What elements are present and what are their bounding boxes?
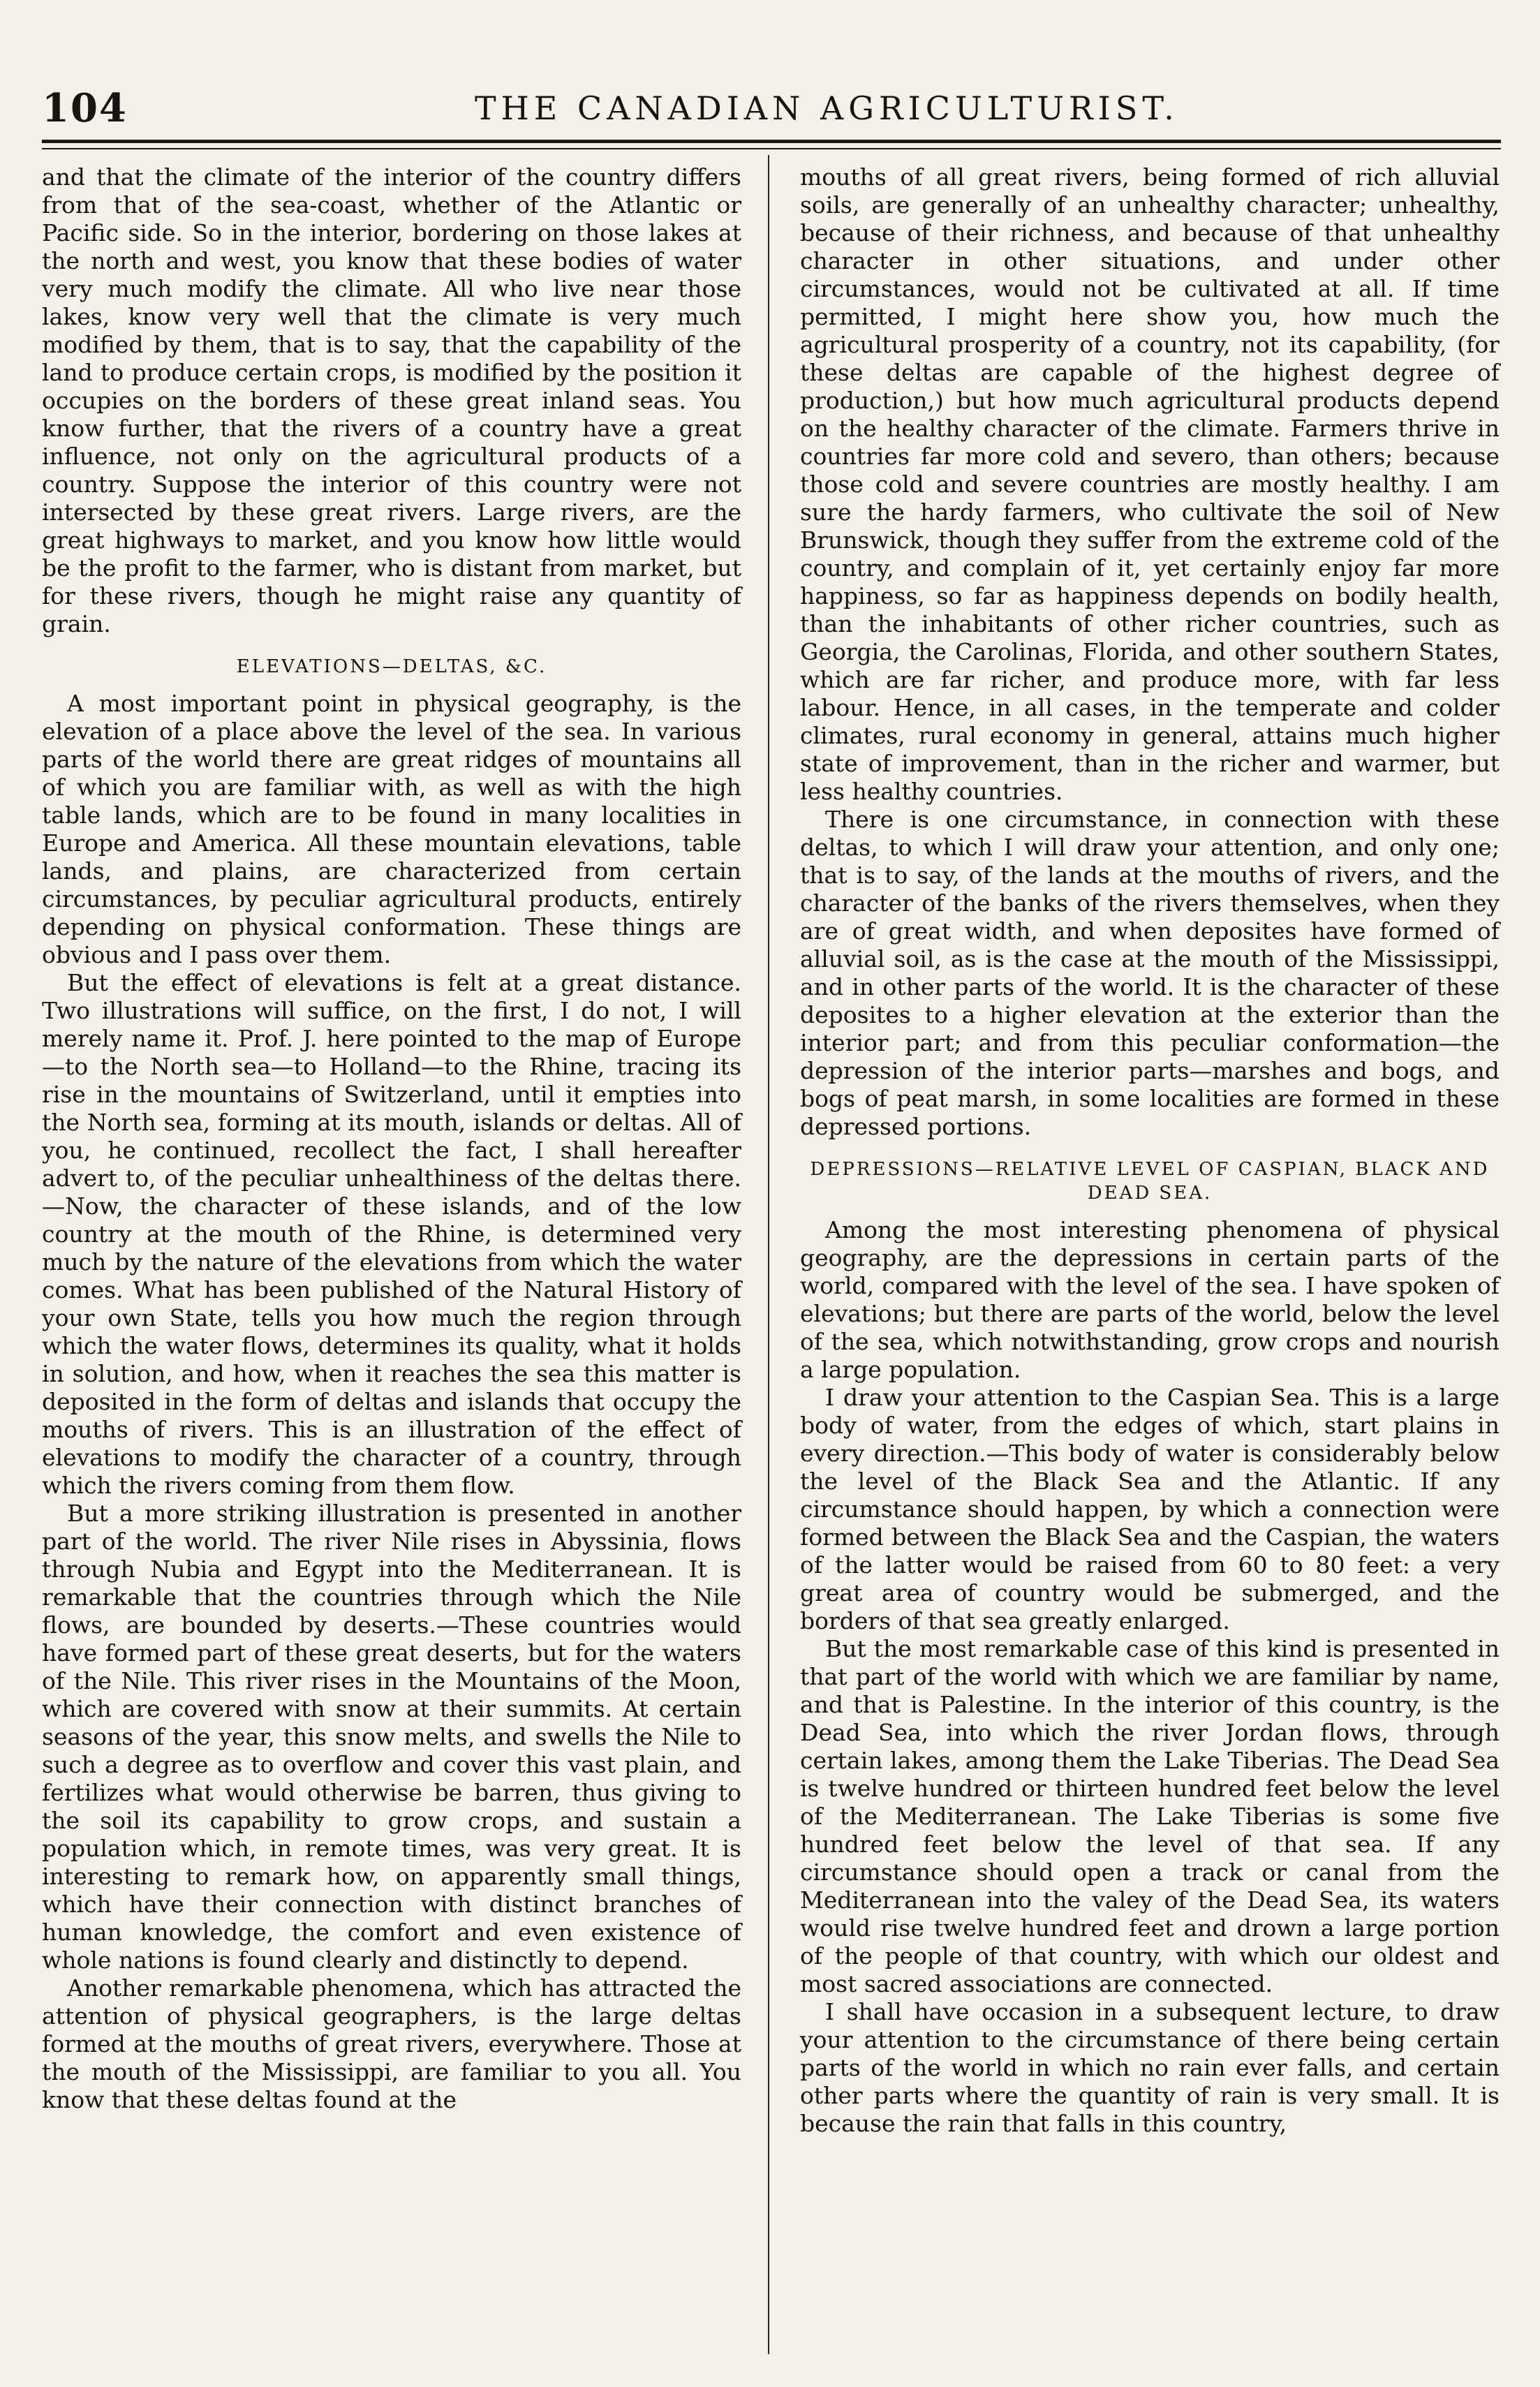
paragraph: But the effect of elevations is felt at a great distance. Two illustrations will suffice, on the first, I do not, I will merely name it. Prof. J. here pointed to the map of Europe—to the North sea—to Holland—to the Rhine, tracing its rise in the mountains of Switzerland, until it empties into the North sea, forming at its mouth, islands or deltas. All of you, he continued, recollect the fact, I shall hereafter advert to, of the peculiar unhealthiness of the deltas there.—Now, the character of these islands, and of the low country at the mouth of the Rhine, is determined very much by the nature of the elevations from which the water comes. What has been published of the Natural History of your own State, tells you how much the region through which the water flows, determines its quality, what it holds in solution, and how, when it reaches the sea this matter is deposited in the form of deltas and islands that occupy the mouths of rivers. This is an illustration of the effect of elevations to modify the character of a country, through which the rivers coming from them flow. bbox=[42, 969, 741, 1499]
right-column bbox=[800, 163, 1500, 2138]
paragraph: Among the most interesting phenomena of physical geography, are the depressions in certain parts of the world, compared with the level of the sea. I have spoken of elevations; but there are parts of the world, below the level of the sea, which notwithstanding, grow crops and nourish a large population. bbox=[800, 1216, 1500, 1383]
column-divider bbox=[768, 155, 769, 2354]
paragraph: and that the climate of the interior of the country differs from that of the sea-coast, whether of the Atlantic or Pacific side. So in the interior, bordering on those lakes at the north and west, you know that these bodies of water very much modify the climate. All who live near those lakes, know very well that the climate is very much modified by them, that is to say, that the capability of the land to produce certain crops, is modified by the position it occupies on the borders of these great inland seas. You know further, that the rivers of a country have a great influence, not only on the agricultural products of a country. Suppose the interior of this country were not intersected by these great rivers. Large rivers, are the great highways to market, and you know how little would be the profit to the farmer, who is distant from market, but for these rivers, though he might raise any quantity of grain. bbox=[42, 163, 741, 637]
page-header bbox=[42, 85, 1501, 134]
page-number: 104 bbox=[42, 85, 128, 131]
paragraph: I shall have occasion in a subsequent lecture, to draw your attention to the circumstance of there being certain parts of the world in which no rain ever falls, and certain other parts where the quantity of rain is very small. It is because the rain that falls in this country, bbox=[800, 1998, 1500, 2137]
paragraph: Another remarkable phenomena, which has attracted the attention of physical geographers, is the large deltas formed at the mouths of great rivers, everywhere. Those at the mouth of the Mississippi, are familiar to you all. You know that these deltas found at the bbox=[42, 1974, 741, 2113]
paragraph: I draw your attention to the Caspian Sea. This is a large body of water, from the edges of which, start plains in every direction.—This body of water is considerably below the level of the Black Sea and the Atlantic. If any circumstance should happen, by which a connection were formed between the Black Sea and the Caspian, the waters of the latter would be raised from 60 to 80 feet: a very great area of country would be submerged, and the borders of that sea greatly enlarged. bbox=[800, 1384, 1500, 1634]
running-title: THE CANADIAN AGRICULTURIST. bbox=[475, 89, 1179, 127]
paragraph: There is one circumstance, in connection with these deltas, to which I will draw your attention, and only one; that is to say, of the lands at the mouths of rivers, and the character of the banks of the rivers themselves, when they are of great width, and when deposites have formed of alluvial soil, as is the case at the mouth of the Mississippi, and in other parts of the world. It is the character of these deposites to a higher elevation at the exterior than the interior part; and from this peculiar conformation—the depression of the interior parts—marshes and bogs, and bogs of peat marsh, in some localities are formed in these depressed portions. bbox=[800, 806, 1500, 1140]
left-column bbox=[42, 163, 741, 2114]
paragraph: mouths of all great rivers, being formed of rich alluvial soils, are generally of an unhealthy character; unhealthy, because of their richness, and because of that unhealthy character in other situations, and under other circumstances, would not be cultivated at all. If time permitted, I might here show you, how much the agricultural prosperity of a country, not its capability, (for these deltas are capable of the highest degree of production,) but how much agricultural products depend on the healthy character of the climate. Farmers thrive in countries far more cold and severo, than others; because those cold and severe countries are mostly healthy. I am sure the hardy farmers, who cultivate the soil of New Brunswick, though they suffer from the extreme cold of the country, and complain of it, yet certainly enjoy far more happiness, so far as happiness depends on bodily health, than the inhabitants of other richer countries, such as Georgia, the Carolinas, Florida, and other southern States, which are far richer, and produce more, with far less labour. Hence, in all cases, in the temperate and colder climates, rural economy in general, attains much higher state of improvement, than in the richer and warmer, but less healthy countries. bbox=[800, 163, 1500, 805]
header-rule bbox=[42, 140, 1501, 143]
paragraph: A most important point in physical geography, is the elevation of a place above the level of the sea. In various parts of the world there are great ridges of mountains all of which you are familiar with, as well as with the high table lands, which are to be found in many localities in Europe and America. All these mountain elevations, table lands, and plains, are characterized from certain circumstances, by peculiar agricultural products, entirely depending on physical conformation. These things are obvious and I pass over them. bbox=[42, 690, 741, 968]
paragraph: But the most remarkable case of this kind is presented in that part of the world with which we are familiar by name, and that is Palestine. In the interior of this country, is the Dead Sea, into which the river Jordan flows, through certain lakes, among them the Lake Tiberias. The Dead Sea is twelve hundred or thirteen hundred feet below the level of the Mediterranean. The Lake Tiberias is some five hundred feet below the level of that sea. If any circumstance should open a track or canal from the Mediterranean into the valey of the Dead Sea, its waters would rise twelve hundred feet and drown a large portion of the people of that country, with which our oldest and most sacred associations are connected. bbox=[800, 1635, 1500, 1997]
section-heading-elevations: ELEVATIONS—DELTAS, &C. bbox=[236, 656, 547, 677]
header-rule-thin bbox=[42, 148, 1501, 149]
paragraph: But a more striking illustration is presented in another part of the world. The river Nile rises in Abyssinia, flows through Nubia and Egypt into the Mediterranean. It is remarkable that the countries through which the Nile flows, are bounded by deserts.—These countries would have formed part of these great deserts, but for the waters of the Nile. This river rises in the Mountains of the Moon, which are covered with snow at their summits. At certain seasons of the year, this snow melts, and swells the Nile to such a degree as to overflow and cover this vast plain, and fertilizes what would otherwise be barren, thus giving to the soil its capability to grow crops, and sustain a population which, in remote times, was very great. It is interesting to remark how, on apparently small things, which have their connection with distinct branches of human knowledge, the comfort and even existence of whole nations is found clearly and distinctly to depend. bbox=[42, 1500, 741, 1974]
section-heading-depressions: DEPRESSIONS—RELATIVE LEVEL OF CASPIAN, BLACK AND DEAD SEA. bbox=[810, 1159, 1490, 1204]
